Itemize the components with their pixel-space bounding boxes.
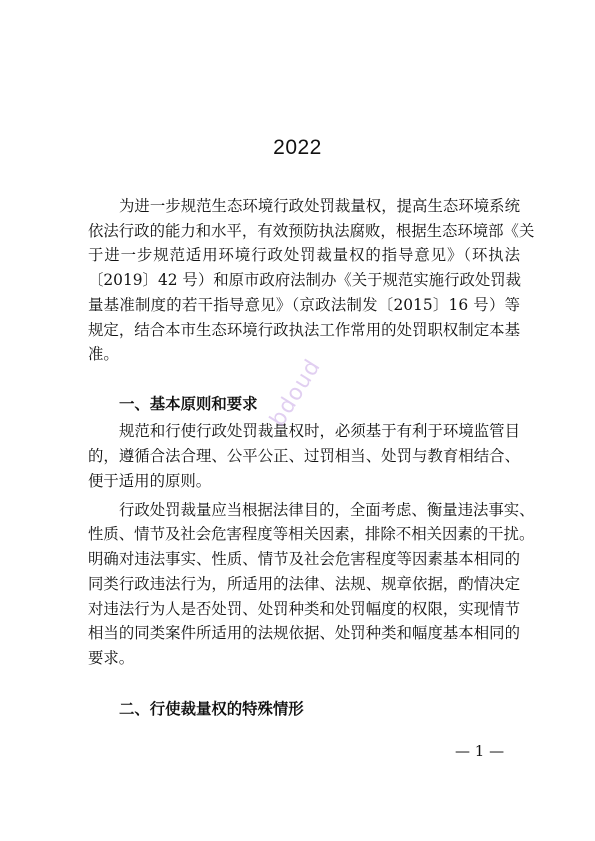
paragraph-1-line-4: 〔2019〕42 号）和原市政府法制办《关于规范实施行政处罚裁 [88,271,522,289]
section-heading-special-cases: 二、行使裁量权的特殊情形 [119,700,304,718]
paragraph-1-line-1: 为进一步规范生态环境行政处罚裁量权，提高生态环境系统 [119,197,520,215]
paragraph-3-line-7: 要求。 [88,649,135,667]
page-number: — 1 — [455,742,505,760]
paragraph-3-line-2: 性质、情节及社会危害程度等相关因素，排除不相关因素的干扰。 [88,525,535,543]
section-heading-principles: 一、基本原则和要求 [119,395,258,413]
document-year-title: 2022 [273,136,322,159]
paragraph-3-line-3: 明确对违法事实、性质、情节及社会危害程度等因素基本相同的 [88,550,520,568]
paragraph-1-line-3: 于进一步规范适用环境行政处罚裁量权的指导意见》（环执法 [88,246,520,264]
watermark: bdoud [265,354,326,432]
paragraph-3-line-1: 行政处罚裁量应当根据法律目的，全面考虑、衡量违法事实、 [119,501,535,519]
paragraph-2-line-2: 的，遵循合法合理、公平公正、过罚相当、处罚与教育相结合、 [88,447,520,465]
paragraph-1-line-5: 量基准制度的若干指导意见》（京政法制发〔2015〕16 号）等 [88,296,520,314]
paragraph-3-line-6: 相当的同类案件所适用的法规依据、处罚种类和幅度基本相同的 [88,624,520,642]
paragraph-1-line-2: 依法行政的能力和水平，有效预防执法腐败，根据生态环境部《关 [88,222,535,240]
paragraph-1-line-7: 准。 [88,345,119,363]
paragraph-3-line-4: 同类行政违法行为，所适用的法律、法规、规章依据，酌情决定 [88,575,520,593]
paragraph-3-line-5: 对违法行为人是否处罚、处罚种类和处罚幅度的权限，实现情节 [88,600,520,618]
paragraph-2-line-1: 规范和行使行政处罚裁量权时，必须基于有利于环境监管目 [119,422,520,440]
paragraph-1-line-6: 规定，结合本市生态环境行政执法工作常用的处罚职权制定本基 [88,321,520,339]
paragraph-2-line-3: 便于适用的原则。 [88,472,212,490]
